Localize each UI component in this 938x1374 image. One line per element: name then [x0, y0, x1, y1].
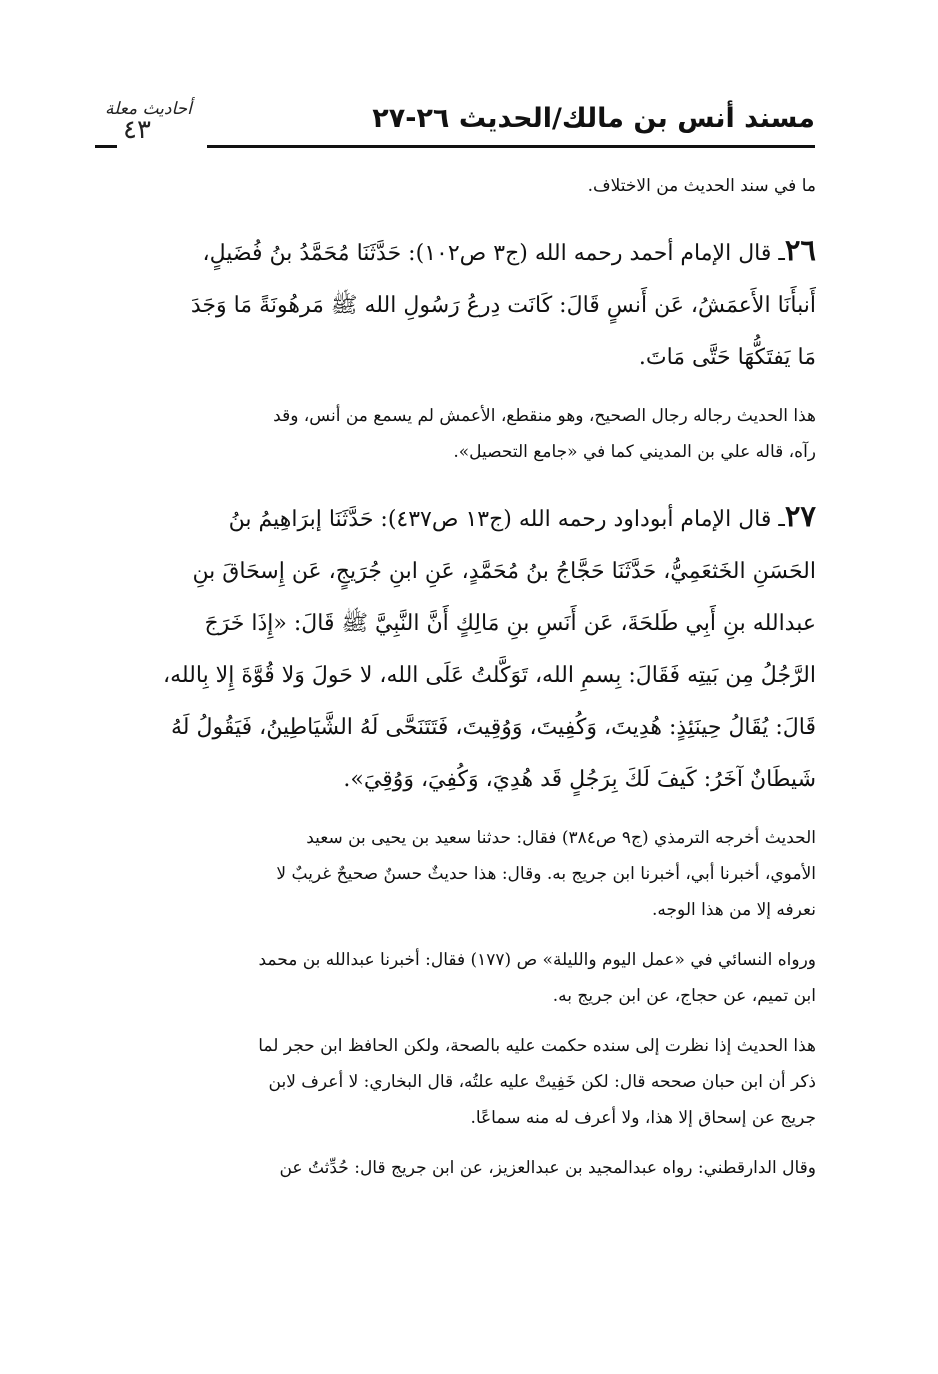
- header-rule: [207, 145, 815, 148]
- hadith-27-line-1: ٢٧ـ قال الإمام أبوداود رحمه الله (ج١٣ ص٤٣٧): حَدَّثَنَا إبرَاهِيمُ بنُ: [228, 499, 816, 533]
- handwritten-note: أحاديث معلة: [105, 99, 192, 119]
- hadith-26: [100, 224, 816, 384]
- page-body: [100, 168, 816, 1186]
- comment-line: ذكر أن ابن حبان صححه قال: لكن خَفِيتْ عليه علتُه، قال البخاري: لا أعرف لابن: [268, 1072, 816, 1092]
- hadith-26-line-3: مَا يَفتَكُّهَا حَتَّى مَاتَ.: [638, 345, 816, 370]
- page-header: [95, 95, 815, 155]
- comment-27-daraqutni: [100, 1150, 816, 1186]
- page-number: ٤٣: [123, 115, 151, 145]
- comment-line: نعرفه إلا من هذا الوجه.: [652, 900, 816, 920]
- comment-27-tirmidhi: [100, 820, 816, 928]
- comment-line: هذا الحديث رجاله رجال الصحيح، وهو منقطع، الأعمش لم يسمع من أنس، وقد: [273, 406, 816, 426]
- hadith-27-line-6: شَيطَانٌ آخَرُ: كَيفَ لَكَ بِرَجُلٍ قَد هُدِيَ، وَكُفِيَ، وَوُقِيَ».: [343, 767, 816, 792]
- hadith-27-line-5: قَالَ: يُقَالُ حِينَئِذٍ: هُدِيتَ، وَكُفِيتَ، وَوُقِيتَ، فَتَتَنَحَّى لَهُ الشَّيَاطِينُ، فَيَقُولُ لَهُ: [171, 715, 816, 740]
- hadith-27-line-2: الحَسَنِ الخَثعَمِيُّ، حَدَّثَنَا حَجَّاجُ بنُ مُحَمَّدٍ، عَنِ ابنِ جُرَيجٍ، عَن إِسحَاقَ بنِ: [192, 559, 816, 584]
- hadith-number: ٢٧: [784, 499, 816, 533]
- hadith-27: [100, 490, 816, 806]
- comment-line: ابن تميم، عن حجاج، عن ابن جريج به.: [552, 986, 816, 1006]
- hadith-26-line-2: أَنبأَنَا الأَعمَشُ، عَن أَنسٍ قَالَ: كَانَت دِرعُ رَسُولِ الله ﷺ مَرهُونَةً مَا وَجَدَ: [190, 293, 816, 318]
- comment-line: جريج عن إسحاق إلا هذا، ولا أعرف له منه سماعًا.: [470, 1108, 816, 1128]
- hadith-26-line-1: ٢٦ـ قال الإمام أحمد رحمه الله (ج٣ ص١٠٢): حَدَّثَنَا مُحَمَّدُ بنُ فُضَيلٍ،: [202, 233, 816, 267]
- comment-line: الحديث أخرجه الترمذي (ج٩ ص٣٨٤) فقال: حدثنا سعيد بن يحيى بن سعيد: [306, 828, 816, 848]
- hadith-number: ٢٦: [784, 233, 816, 267]
- comment-26: [100, 398, 816, 470]
- hadith-27-line-3: عبدالله بنِ أَبِي طَلحَةَ، عَن أَنَسِ بنِ مَالِكٍ أَنَّ النَّبِيَّ ﷺ قَالَ: «إِذَا خَرَجَ: [204, 611, 816, 636]
- comment-line: الأموي، أخبرنا أبي، أخبرنا ابن جريج به. وقال: هذا حديثٌ حسنٌ صحيحٌ غريبٌ لا: [276, 864, 816, 884]
- comment-line: وقال الدارقطني: رواه عبدالمجيد بن عبدالعزيز، عن ابن جريج قال: حُدِّثتُ عن: [279, 1158, 816, 1178]
- intro-line: ما في سند الحديث من الاختلاف.: [587, 176, 816, 196]
- hadith-27-line-4: الرَّجُلُ مِن بَيتِه فَقَالَ: بِسمِ الله، تَوَكَّلتُ عَلَى الله، لا حَولَ وَلا قُوَّةَ إِلا بِالله،: [162, 663, 816, 688]
- comment-line: هذا الحديث إذا نظرت إلى سنده حكمت عليه بالصحة، ولكن الحافظ ابن حجر لما: [258, 1036, 816, 1056]
- comment-line: رآه، قاله علي بن المديني كما في «جامع التحصيل».: [453, 442, 816, 462]
- comment-27-nasai: [100, 942, 816, 1014]
- running-title: مسند أنس بن مالك/الحديث ٢٦-٢٧: [372, 103, 815, 134]
- header-rule-short: [95, 145, 117, 148]
- comment-27-ibn-hajar: [100, 1028, 816, 1136]
- comment-line: ورواه النسائي في «عمل اليوم والليلة» ص (١٧٧) فقال: أخبرنا عبدالله بن محمد: [258, 950, 816, 970]
